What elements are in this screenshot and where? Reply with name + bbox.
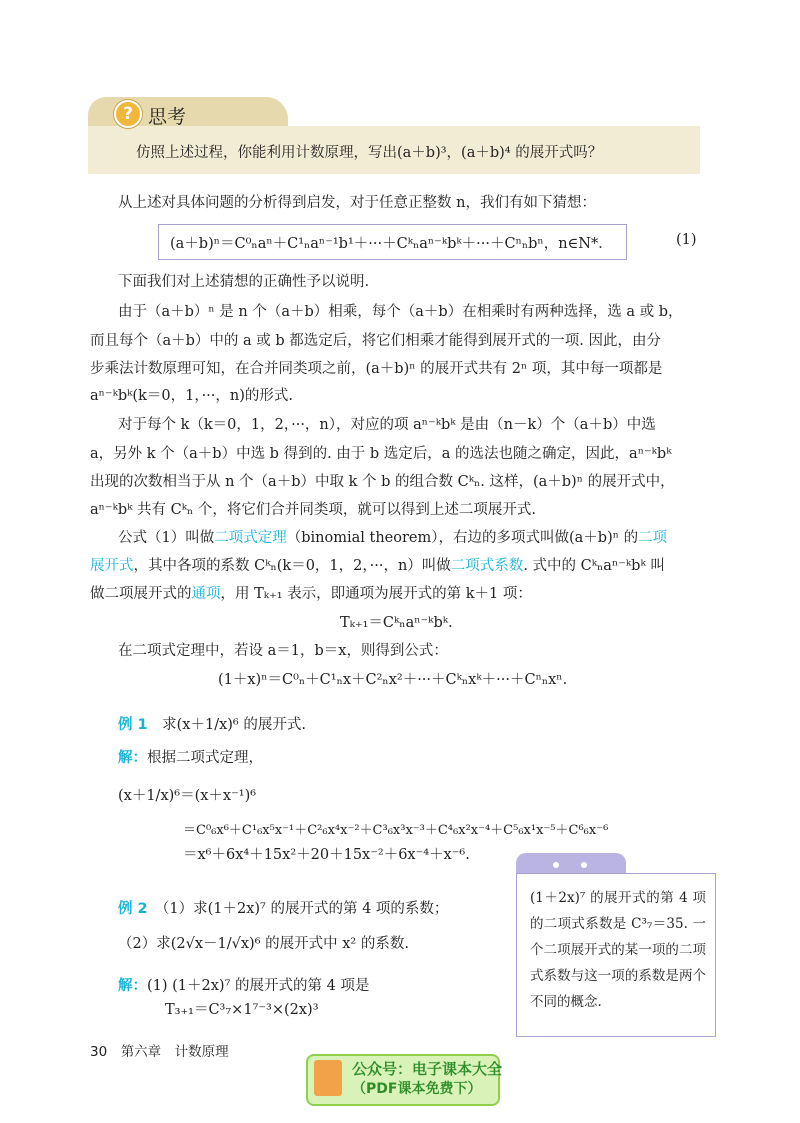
dot-icon: [581, 862, 587, 868]
solution-label: 解：: [118, 750, 147, 766]
body-line: [90, 584, 532, 604]
body-line: aⁿ⁻ᵏbᵏ 共有 Cᵏₙ 个，将它们合并同类项，就可以得到上述二项展开式.: [90, 502, 537, 518]
term-binomial-expansion: 二项: [638, 530, 668, 546]
watermark-line2: （PDF课本免费下）: [352, 1081, 482, 1097]
body-line: 下面我们对上述猜想的正确性予以说明.: [118, 274, 370, 290]
equation-number: (1): [676, 232, 697, 248]
question-icon: ?: [114, 100, 142, 128]
text-span: 做二项展开式的: [90, 586, 192, 602]
body-line: 出现的次数相当于从 n 个（a＋b）中取 k 个 b 的组合数 Cᵏₙ. 这样，(a＋b)ⁿ 的展开式中，: [90, 474, 675, 490]
text-span: ，其中各项的系数 Cᵏₙ(k＝0，1，2，···，n）叫做: [133, 558, 451, 574]
binomial-formula: (a＋b)ⁿ＝C⁰ₙaⁿ＋C¹ₙaⁿ⁻¹b¹＋···＋Cᵏₙaⁿ⁻ᵏbᵏ＋···＋Cⁿₙbⁿ，n∈N*．: [170, 236, 613, 252]
text-span: (1) (1＋2x)⁷ 的展开式的第 4 项是: [147, 978, 370, 994]
body-line: 由于（a＋b）ⁿ 是 n 个（a＋b）相乘，每个（a＋b）在相乘时有两种选择，选 a 或 b，: [118, 304, 683, 320]
general-term-formula: Tₖ₊₁＝Cᵏₙaⁿ⁻ᵏbᵏ.: [340, 615, 453, 631]
page-footer: [90, 1040, 229, 1060]
page-number: 30: [90, 1044, 108, 1060]
body-line: [118, 528, 667, 548]
text-span: （binomial theorem），右边的多项式叫做(a＋b)ⁿ 的: [286, 530, 639, 546]
book-icon: [314, 1060, 342, 1096]
example2-question2: （2）求(2√x－1/√x)⁶ 的展开式中 x² 的系数.: [118, 936, 409, 952]
text-span: 公式（1）叫做: [118, 530, 215, 546]
text-span: （1）求(1＋2x)⁷ 的展开式的第 4 项的系数；: [162, 901, 449, 917]
think-title: 思考: [148, 106, 187, 128]
example1-solution-intro: [118, 748, 263, 768]
text-span: ，用 Tₖ₊₁ 表示，即通项为展开式的第 k＋1 项：: [220, 586, 532, 602]
body-line: 在二项式定理中，若设 a＝1，b＝x，则得到公式：: [118, 643, 448, 659]
dot-icon: [553, 862, 559, 868]
solution-label: 解：: [118, 978, 147, 994]
text-span: 根据二项式定理，: [147, 750, 263, 766]
body-line: [90, 556, 665, 576]
sidenote-text: (1＋2x)⁷ 的展开式的第 4 项的二项式系数是 C³₇＝35. 一个二项展开式的某一项的二项式系数与这一项的系数是两个不同的概念.: [530, 890, 706, 1010]
term-general-term: 通项: [191, 586, 221, 602]
example2-question1: [118, 899, 448, 919]
body-line: a，另外 k 个（a＋b）中选 b 得到的. 由于 b 选定后，a 的选法也随之确定，因此，aⁿ⁻ᵏbᵏ: [90, 446, 672, 462]
example1-step: ＝C⁰₆x⁶＋C¹₆x⁵x⁻¹＋C²₆x⁴x⁻²＋C³₆x³x⁻³＋C⁴₆x²x⁻⁴＋C⁵₆x¹x⁻⁵＋C⁶₆x⁻⁶: [183, 823, 609, 838]
watermark-line1: 公众号：电子课本大全: [352, 1060, 503, 1078]
example1-step: ＝x⁶＋6x⁴＋15x²＋20＋15x⁻²＋6x⁻⁴＋x⁻⁶.: [183, 847, 470, 863]
example1-text: 求(x＋1/x)⁶ 的展开式.: [162, 717, 306, 733]
chapter-title: 第六章 计数原理: [120, 1044, 229, 1060]
example2-label: 例 2: [118, 901, 148, 917]
example2-step: T₃₊₁＝C³₇×1⁷⁻³×(2x)³: [165, 1002, 319, 1018]
example2-solution-intro: [118, 976, 369, 996]
body-line: 而且每个（a＋b）中的 a 或 b 都选定后，将它们相乘才能得到展开式的一项. 因此，由分: [90, 333, 662, 349]
text-span: . 式中的 Cᵏₙaⁿ⁻ᵏbᵏ 叫: [523, 558, 665, 574]
example1-label: 例 1: [118, 717, 148, 733]
example1-question: [118, 715, 306, 735]
body-line: 从上述对具体问题的分析得到启发，对于任意正整数 n，我们有如下猜想：: [118, 195, 596, 211]
body-line: 对于每个 k（k＝0，1，2，···，n），对应的项 aⁿ⁻ᵏbᵏ 是由（n－k）个（a＋b）中选: [118, 417, 656, 433]
example1-step: (x＋1/x)⁶＝(x＋x⁻¹)⁶: [118, 788, 257, 804]
term-binomial-expansion-cont: 展开式: [90, 558, 134, 574]
term-binomial-coefficient: 二项式系数: [450, 558, 524, 574]
body-line: 步乘法计数原理可知，在合并同类项之前，(a＋b)ⁿ 的展开式共有 2ⁿ 项，其中每一项都是: [90, 361, 663, 377]
body-line: aⁿ⁻ᵏbᵏ(k＝0，1，···，n)的形式.: [90, 388, 294, 404]
term-binomial-theorem: 二项式定理: [214, 530, 287, 546]
special-binomial-formula: (1＋x)ⁿ＝C⁰ₙ＋C¹ₙx＋C²ₙx²＋···＋Cᵏₙxᵏ＋···＋Cⁿₙxⁿ.: [218, 672, 568, 688]
think-text: 仿照上述过程，你能利用计数原理，写出(a＋b)³，(a＋b)⁴ 的展开式吗？: [136, 145, 603, 161]
